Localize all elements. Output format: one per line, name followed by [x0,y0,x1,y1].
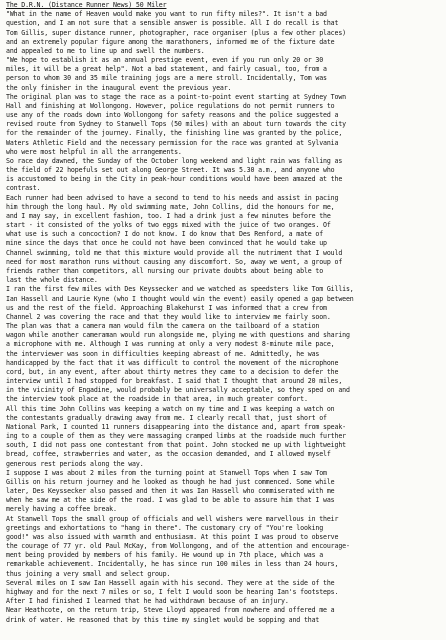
article-line: in the vicinity of Engadine, would probably be universally acceptable, so they sped on and [6,386,350,395]
article-line: At Stanwell Tops the small group of officials and well wishers were marvellous in their [6,514,339,523]
article-line: All this time John Collins was keeping a watch on my time and I was keeping a watch on [6,404,335,413]
article-line: is accustomed to being in the City in peak-hour conditions would have been amazed at the [6,175,343,184]
article-line: ing to a couple of them as they were massaging cramped limbs at the roadside much further [6,432,346,441]
article-line: person to whom 30 and 35 mile training jogs are a mere stroll. Incidentally, Tom was [6,74,327,83]
article-line: Hall and finishing at Wollongong. However, police regulations do not permit runners to [6,101,335,110]
article-line: the contestants gradually drawing away from me. I clearly recall that, just short of [6,413,327,422]
article-line: generous rest periods along the way. [6,459,144,468]
article-heading: The D.R.N. (Distance Runner News) 50 Miler [6,1,167,9]
article-line: handicapped by the fact that it was difficult to control the movement of the microphone [6,358,339,367]
article-line: So race day dawned, the Sunday of the October long weekend and light rain was falling as [6,156,343,165]
article-line: revised route from Sydney to Stanwell Tops (50 miles) with an about turn towards the city [6,120,346,129]
article-line: I suppose I was about 2 miles from the turning point at Stanwell Tops when I saw Tom [6,468,327,477]
article-line: bread, coffee, strawberries and water, as the occasion demanded, and I allowed myself [6,450,331,459]
article-line: use any of the roads down into Wollongong for safety reasons and the police suggested a [6,111,339,120]
article-line: highway and for the next 7 miles or so, I felt I would soon be hearing Ian's footsteps. [6,588,339,596]
article-body [6,10,440,625]
article-line: miles, it will be a great help". Not a bad statement, and fairly casual, too, from a [6,65,327,74]
article-line: "We hope to establish it as an annual prestige event, even if you run only 20 or 30 [6,56,324,65]
article-line: ment being provided by members of his family. He wound up in 7th place, which was a [6,551,324,560]
article-line: south, I did not pass one contestant from that point. John stocked me up with lightweight [6,441,346,450]
article-line: The plan was that a camera man would film the camera on the tailboard of a station [6,322,320,331]
article-line: cord, but, in any event, after about thirty metres they came to a decision to defer the [6,367,339,376]
article-line: Tom Gillis, super distance runner, photographer, race organiser (plus a few other places) [6,28,346,37]
article-line: Near Heathcote, on the return trip, Steve Lloyd appeared from nowhere and offered me a [6,606,335,615]
article-line: Waters Athletic Field and the necessary permission for the race was granted at Sylvania [6,138,339,147]
article-line: interview until I had stopped for breakfast. I said that I thought that around 20 miles, [6,377,343,386]
article-line: and I may say, in excellent fashion, too. I had a drink just a few minutes before the [6,211,331,220]
article-line: when he saw me at the side of the road. I was glad to be able to assure him that I was [6,496,335,505]
article-line: Channel swimming, told me that this mixture would provide all the nutriment that I would [6,248,343,257]
article-line: Each runner had been advised to have a second to tend to his needs and assist in pacing [6,193,339,202]
article-line: need for most marathon runs without causing any discomfort. So, away we went, a group of [6,257,343,266]
article-line: question, and I am not sure that a sensible answer is possible. All I do recall is that [6,19,339,28]
article-line: The original plan was to stage the race as a point-to-point event starting at Sydney Town [6,92,346,101]
article-line: good!" was also issued with warmth and enthusiasm. At this point I was proud to observe [6,532,339,541]
article-line: the field of 22 hopefuls set out along George Street. It was 5.30 a.m., and anyone who [6,166,335,175]
article-line: mine since the days that once he could not have been convinced that he would take up [6,239,327,248]
article-line: Gillis on his return journey and he looked as though he had just commenced. Some while [6,477,335,486]
article-line: the interviewer was soon in difficulties keeping abreast of me. Admittedly, he was [6,349,320,358]
article-line: later, Des Keyssecker also passed and then it was Ian Hassell who commiserated with me [6,487,335,496]
article-line: who were most helpful in all the arrangements. [6,147,182,156]
article-line: greetings and exhortations to "hang in there". The customary cry of "You're looking [6,523,324,532]
article-line: Ian Hassell and Laurie Kyne (who I thought would win the event) easily opened a gap between [6,294,354,303]
article-line: "What in the name of Heaven would make you want to run fifty miles?". It isn't a bad [6,10,327,19]
article-line: the interview took place at the roadside in that area, in much greater comfort. [6,395,308,404]
article-line: and appealed to me to line up and swell the numbers. [6,46,205,55]
article-line: him through the long haul. My old swimming mate, John Collins, did the honours for me, [6,202,335,211]
article-line: a microphone with me. Although I was running at only a very modest 8-minute mile pace, [6,340,335,349]
article-line: wagon while another cameraman would run alongside me, plying me with questions and sharing [6,331,350,340]
article-line: Channel 2 was covering the race and that they would like to interview me fairly soon. [6,312,331,321]
article-line: what use is such a concoction? I do not know. I do know that Des Renford, a mate of [6,230,324,239]
article-line: the courage of 77 yr. old Paul McKay, from Wollongong, and of the attention and encourage- [6,542,350,551]
article-line: the only finisher in the inaugural event the previous year. [6,83,232,92]
article-line: National Park, I counted 11 runners disappearing into the distance and, apart from speak- [6,422,346,431]
article-line: contrast. [6,184,41,193]
article-line: us and the rest of the field. Approaching Blakehurst I was informed that a crew from [6,303,327,312]
article-line: friends rather than competitors, all nursing our private doubts about being able to [6,266,324,275]
article-line: and an extremely popular figure among the marathoners, informed me of the fixture date [6,37,335,46]
article-line: drink of water. He reasoned that by this time my singlet would be sopping and that [6,615,320,624]
article-line: I ran the first few miles with Des Keyssecker and we watched as speedsters like Tom Gillis, [6,285,354,294]
article-line: remarkable achievement. Incidentally, he has since run 100 miles in less than 24 hours, [6,560,339,569]
article-line: for the remainder of the journey. Finally, the finishing line was granted by the police, [6,129,343,138]
article-line: last the whole distance. [6,276,98,285]
article-line: Several miles on I saw Ian Hassell again with his second. They were at the side of the [6,578,335,587]
newsletter-article [6,1,440,625]
article-line: thus joining a very small and select group. [6,569,171,578]
article-line: start - it consisted of the yolks of two eggs mixed with the juice of two oranges. Of [6,221,331,230]
article-line: After I had finished I learned that he had withdrawn because of an injury. [6,597,289,606]
article-line: merely having a coffee break. [6,505,117,514]
